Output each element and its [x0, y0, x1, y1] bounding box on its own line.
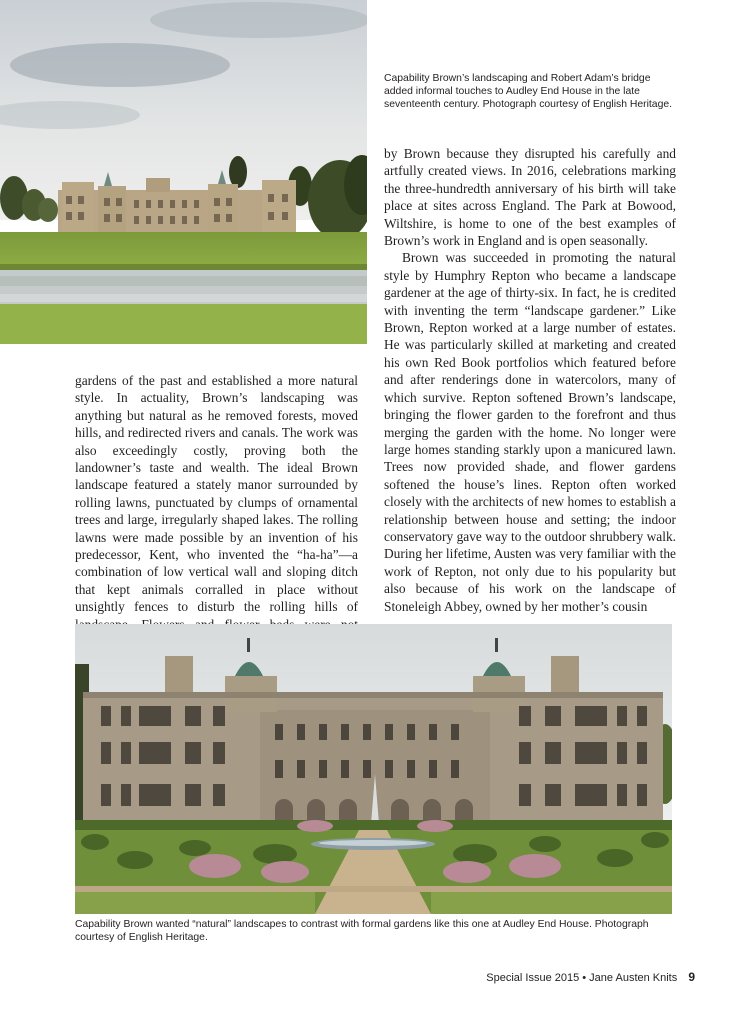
formal-garden-photo: [75, 624, 672, 914]
bottom-photo-caption: Capability Brown wanted “natural” landscapes to contrast with formal gardens like this one at Audley End House. Photograph courtesy of English Heritage.: [75, 919, 649, 943]
left-paragraph-1: gardens of the past and established a more natural style. In actuality, Brown’s landscaping was anything but natural as he removed forests, moved hills, and redirected rivers and canals. The work was also exceedingly costly, proving both the landowner’s taste and wealth. The ideal Brown landscape featured a stately manor surrounded by rolling lawns, punctuated by clumps of ornamental trees and large, irregularly shaped lakes. The rolling lawns were made possible by an invention of his predecessor, Kent, who invented the “ha-ha”—a combination of low vertical wall and sloping ditch that kept animals corralled in place without unsightly fences to disturb the rolling hills of: [75, 373, 358, 615]
audley-end-lake-photo: [0, 0, 367, 344]
page-footer: [440, 970, 695, 984]
right-paragraph-2: Brown was succeeded in promoting the natural style by Humphry Repton who became a landscape gardener at the age of thirty-six. In fact, he is credited with inventing the term “landscape gardener.” Like Brown, Repton worked at a large number of estates. He was particularly skilled at marketing and created his own Red Book portfolios which featured before and after renderings done in watercolors, many of which survive. Repton softened Brown’s landscape, bringing the flower garden to the forefront and thus merging the garden with the home. No longer were large homes standing starkly upon a manicured lawn. Trees now provided shade, and flower gardens softened the house’s lines. Repton often worked closely with the architects of new homes to establish a relationship between house and setting; the indoor conservatory gave way to the outdoor shrubbery walk. During her lifetime, Austen was very familiar with the work of Repton, not only due to his popularity but also because of his work on the landscape of Stoneleigh Abbey, owned by her mother’s cousin: [384, 250, 676, 614]
footer-publication: Special Issue 2015 • Jane Austen Knits: [486, 972, 678, 984]
right-paragraph-1: by Brown because they disrupted his carefully and artfully created views. In 2016, celebrations marking the three-hundredth anniversary of his birth will take place at sites across England. The Park at Bowood, Wiltshire, is home to one of the best examples of Brown’s work in England and is open seasonally.: [384, 146, 676, 249]
right-column: [384, 145, 676, 615]
top-photo-caption: Capability Brown’s landscaping and Robert Adam’s bridge added informal touches to Audley End House in the late seventeenth century. Photograph courtesy of English Heritage.: [384, 73, 673, 110]
page-number: 9: [688, 970, 695, 984]
left-column: [75, 372, 358, 651]
